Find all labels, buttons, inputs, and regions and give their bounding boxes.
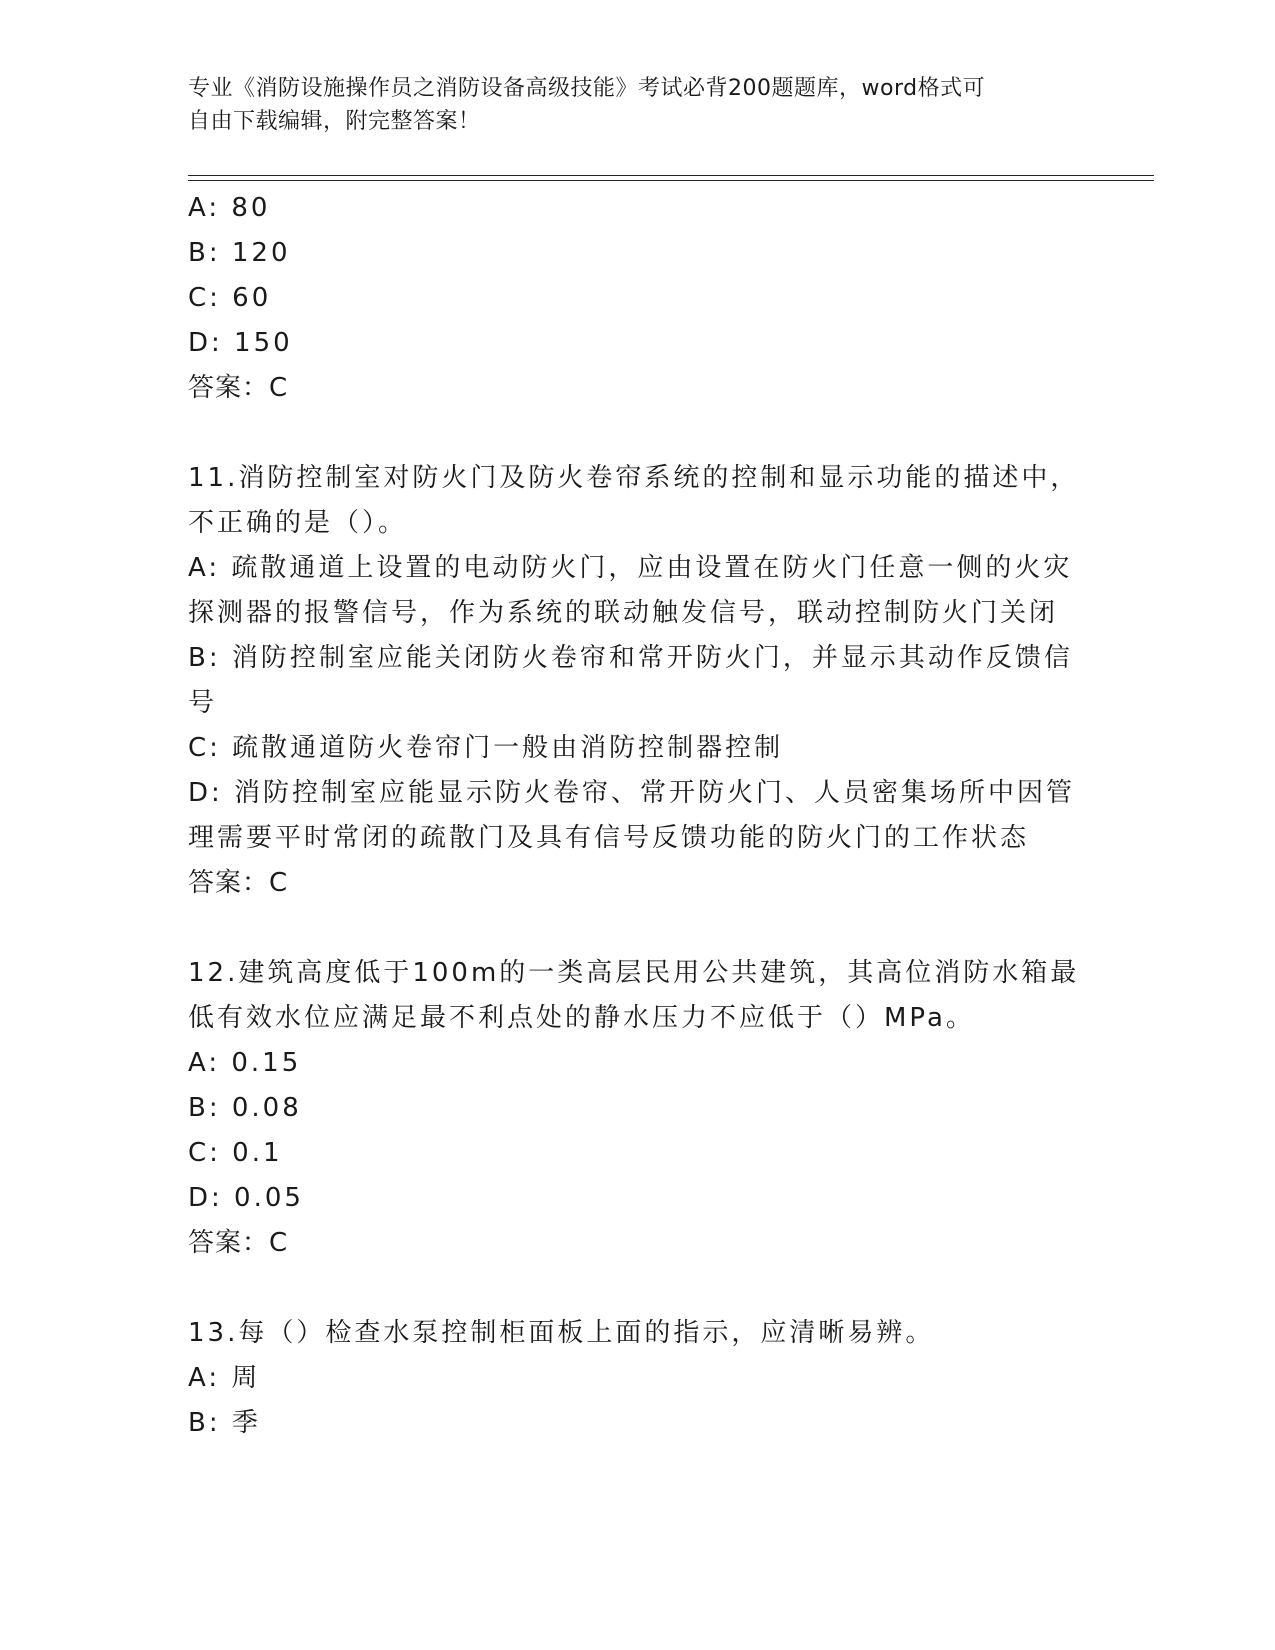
q10-option-a: A: 80: [188, 193, 271, 223]
q13-option-a: A: 周: [188, 1363, 261, 1393]
q10-option-d: D: 150: [188, 328, 293, 358]
q11-option-b-line-1: B: 消防控制室应能关闭防火卷帘和常开防火门，并显示其动作反馈信: [188, 643, 1073, 673]
header-line-1: 专业《消防设施操作员之消防设备高级技能》考试必背200题题库，word格式可: [188, 76, 986, 101]
q11-stem-line-2: 不正确的是（）。: [188, 508, 408, 538]
header-rule-bottom: [188, 180, 1154, 181]
q12-stem-line-2: 低有效水位应满足最不利点处的静水压力不应低于（）MPa。: [188, 1003, 975, 1033]
q11-answer: 答案：C: [188, 868, 289, 898]
q11-option-b-line-2: 号: [188, 688, 218, 718]
q11-option-d-line-1: D: 消防控制室应能显示防火卷帘、常开防火门、人员密集场所中因管: [188, 778, 1076, 808]
q13-option-b: B: 季: [188, 1408, 261, 1438]
q10-option-c: C: 60: [188, 283, 272, 313]
q12-option-a: A: 0.15: [188, 1048, 302, 1078]
q10-option-b: B: 120: [188, 238, 291, 268]
q11-option-a-line-2: 探测器的报警信号，作为系统的联动触发信号，联动控制防火门关闭: [188, 598, 1059, 628]
q11-stem-line-1: 11.消防控制室对防火门及防火卷帘系统的控制和显示功能的描述中，: [188, 463, 1080, 493]
q12-answer: 答案：C: [188, 1228, 289, 1258]
q10-answer: 答案：C: [188, 373, 289, 403]
q12-option-c: C: 0.1: [188, 1138, 283, 1168]
q11-option-d-line-2: 理需要平时常闭的疏散门及具有信号反馈功能的防火门的工作状态: [188, 823, 1030, 853]
q11-option-a-line-1: A: 疏散通道上设置的电动防火门，应由设置在防火门任意一侧的火灾: [188, 553, 1073, 583]
q12-option-b: B: 0.08: [188, 1093, 302, 1123]
q13-stem: 13.每（）检查水泵控制柜面板上面的指示，应清晰易辨。: [188, 1318, 935, 1348]
q12-option-d: D: 0.05: [188, 1183, 304, 1213]
q12-stem-line-1: 12.建筑高度低于100m的一类高层民用公共建筑，其高位消防水箱最: [188, 958, 1080, 988]
document-header: [188, 72, 1078, 138]
header-line-2: 自由下载编辑，附完整答案！: [188, 109, 481, 134]
q11-option-c: C: 疏散通道防火卷帘门一般由消防控制器控制: [188, 733, 784, 763]
header-rule-top: [188, 175, 1154, 176]
